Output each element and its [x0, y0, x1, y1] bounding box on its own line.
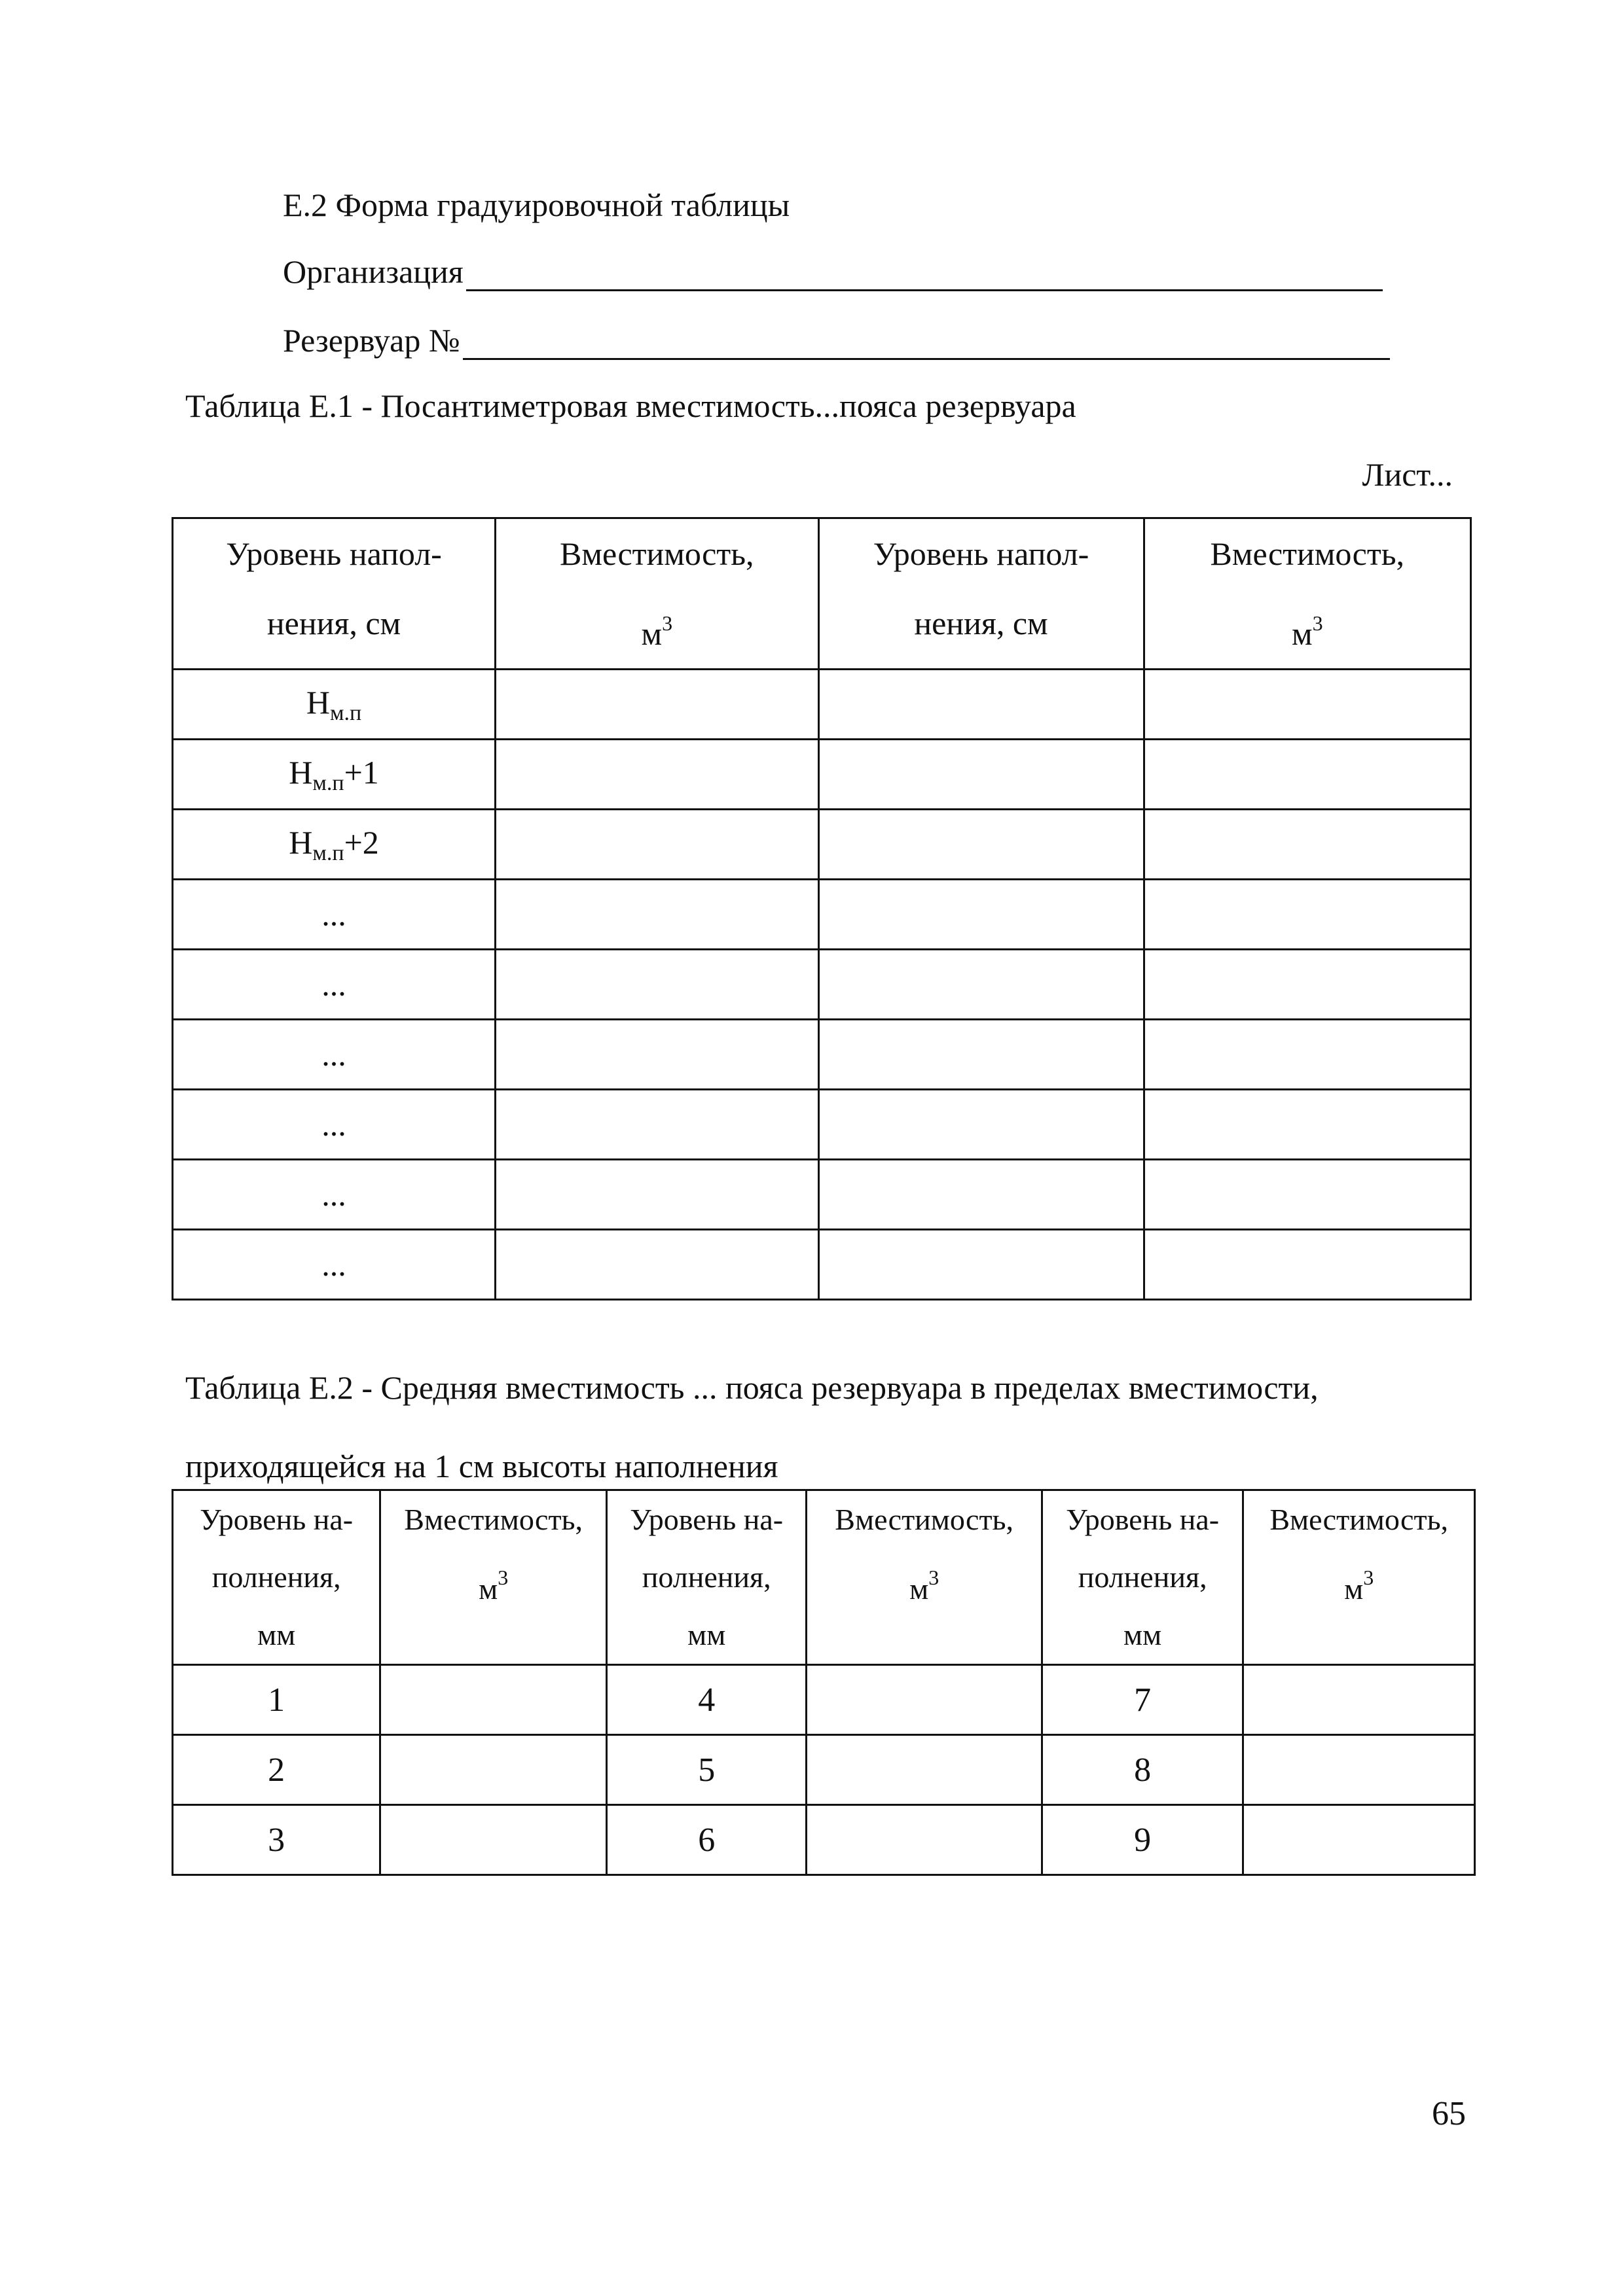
table1-row — [173, 1160, 1471, 1230]
header-level-line2: нения, см — [914, 605, 1048, 641]
level-base: ... — [321, 1106, 346, 1143]
table1-empty-cell — [1144, 810, 1470, 880]
header-level-line1: Уровень на- — [1066, 1503, 1220, 1536]
table1-level-cell — [173, 1090, 496, 1160]
table1-empty-cell — [818, 740, 1144, 810]
sheet-label: Лист... — [1362, 456, 1453, 493]
table2-empty-cell — [807, 1735, 1042, 1805]
level-suffix: +1 — [344, 753, 379, 791]
table1-row — [173, 880, 1471, 950]
table1-level-cell — [173, 1160, 496, 1230]
table2-empty-cell — [807, 1805, 1042, 1875]
table1-row — [173, 670, 1471, 740]
table1-header-level — [173, 518, 496, 670]
header-capacity-unit: м — [479, 1572, 498, 1605]
table1-empty-cell — [818, 1020, 1144, 1090]
header-capacity-unit: м — [641, 615, 663, 652]
header-capacity-unit-exp: 3 — [1363, 1566, 1374, 1589]
table1-empty-cell — [818, 670, 1144, 740]
header-level-line1: Уровень на- — [200, 1503, 354, 1536]
header-capacity-unit-exp: 3 — [662, 611, 673, 635]
table1-header-level-2 — [818, 518, 1144, 670]
table1-empty-cell — [496, 670, 818, 740]
table2-row — [173, 1735, 1475, 1805]
table1-empty-cell — [1144, 880, 1470, 950]
header-level-line3: мм — [1123, 1618, 1162, 1651]
header-level-line3: мм — [257, 1618, 296, 1651]
table1-row — [173, 1020, 1471, 1090]
table2-empty-cell — [1243, 1665, 1475, 1735]
section-heading: Е.2 Форма градуировочной таблицы — [283, 187, 790, 223]
table1-caption: Таблица Е.1 - Посантиметровая вместимость...пояса резервуара — [185, 387, 1076, 424]
table1-level-cell — [173, 670, 496, 740]
table2-level-cell: 2 — [173, 1735, 380, 1805]
table1-empty-cell — [496, 810, 818, 880]
table2-header-level — [1042, 1490, 1243, 1665]
table1-header-row — [173, 518, 1471, 670]
level-base: ... — [321, 1036, 346, 1073]
table1-level-cell — [173, 1020, 496, 1090]
reservoir-label: Резервуар № — [283, 322, 460, 359]
organization-field — [283, 252, 1383, 291]
table1-empty-cell — [496, 950, 818, 1020]
table2-level-cell: 5 — [606, 1735, 806, 1805]
header-capacity-unit: м — [909, 1572, 929, 1605]
table1-level-cell — [173, 740, 496, 810]
table2-header-level — [606, 1490, 806, 1665]
table1-empty-cell — [1144, 1090, 1470, 1160]
table2-empty-cell — [380, 1665, 607, 1735]
table1-level-cell — [173, 1230, 496, 1300]
table1-calibration — [172, 517, 1472, 1300]
table1-empty-cell — [496, 1160, 818, 1230]
table1-row — [173, 810, 1471, 880]
level-base: Н — [306, 683, 330, 721]
table2-row — [173, 1805, 1475, 1875]
organization-label: Организация — [283, 253, 464, 290]
table2-level-cell: 1 — [173, 1665, 380, 1735]
level-base: Н — [289, 823, 313, 861]
header-level-line2: полнения, — [1078, 1560, 1207, 1594]
organization-blank-line — [466, 259, 1383, 291]
table1-empty-cell — [1144, 1160, 1470, 1230]
table2-header-row — [173, 1490, 1475, 1665]
reservoir-field — [283, 321, 1390, 360]
header-level-line2: нения, см — [266, 605, 401, 641]
level-base: ... — [321, 896, 346, 933]
table1-empty-cell — [818, 1160, 1144, 1230]
table1-empty-cell — [1144, 740, 1470, 810]
level-subscript: м.п — [312, 770, 344, 795]
table2-empty-cell — [380, 1735, 607, 1805]
level-subscript: м.п — [329, 700, 362, 725]
table1-empty-cell — [1144, 1020, 1470, 1090]
table2-header-capacity — [807, 1490, 1042, 1665]
header-capacity-line1: Вместимость, — [560, 535, 754, 572]
table1-level-cell — [173, 880, 496, 950]
table1-empty-cell — [496, 1090, 818, 1160]
header-capacity-unit-exp: 3 — [498, 1566, 509, 1589]
table1-level-cell — [173, 950, 496, 1020]
table2-level-cell: 8 — [1042, 1735, 1243, 1805]
table1-header-capacity-2 — [1144, 518, 1470, 670]
table2-level-cell: 3 — [173, 1805, 380, 1875]
table1-empty-cell — [496, 1230, 818, 1300]
table1-empty-cell — [818, 880, 1144, 950]
header-capacity-unit-exp: 3 — [1312, 611, 1323, 635]
header-capacity-line1: Вместимость, — [1210, 535, 1405, 572]
table2-caption: Таблица Е.2 - Средняя вместимость ... пояса резервуара в пределах вместимости, приходящейся на 1 см высоты наполнения — [185, 1369, 1319, 1484]
table2-empty-cell — [807, 1665, 1042, 1735]
table1-empty-cell — [1144, 670, 1470, 740]
table2-level-cell: 4 — [606, 1665, 806, 1735]
table2-empty-cell — [1243, 1735, 1475, 1805]
table2-header-capacity — [380, 1490, 607, 1665]
header-level-line1: Уровень на- — [630, 1503, 784, 1536]
page-number: 65 — [1432, 2095, 1466, 2132]
table1-empty-cell — [1144, 1230, 1470, 1300]
header-capacity-line1: Вместимость, — [404, 1503, 583, 1536]
level-subscript: м.п — [312, 840, 344, 865]
table1-row — [173, 950, 1471, 1020]
table1-row — [173, 740, 1471, 810]
table1-empty-cell — [496, 880, 818, 950]
table2-header-level — [173, 1490, 380, 1665]
level-suffix: +2 — [344, 823, 379, 861]
header-capacity-line1: Вместимость, — [835, 1503, 1014, 1536]
table2-average-capacity — [172, 1489, 1476, 1876]
header-capacity-line1: Вместимость, — [1269, 1503, 1449, 1536]
header-level-line2: полнения, — [642, 1560, 771, 1594]
table1-empty-cell — [818, 1230, 1144, 1300]
table2-level-cell: 7 — [1042, 1665, 1243, 1735]
table1-empty-cell — [818, 1090, 1144, 1160]
header-level-line1: Уровень напол- — [873, 535, 1089, 572]
level-base: ... — [321, 1246, 346, 1283]
table2-empty-cell — [380, 1805, 607, 1875]
header-capacity-unit: м — [1291, 615, 1313, 652]
table1-header-capacity — [496, 518, 818, 670]
header-capacity-unit-exp: 3 — [928, 1566, 939, 1589]
table1-empty-cell — [818, 810, 1144, 880]
table1-row — [173, 1090, 1471, 1160]
header-level-line3: мм — [687, 1618, 726, 1651]
header-level-line2: полнения, — [211, 1560, 341, 1594]
header-level-line1: Уровень напол- — [226, 535, 442, 572]
table2-header-capacity — [1243, 1490, 1475, 1665]
table1-empty-cell — [818, 950, 1144, 1020]
table1-row — [173, 1230, 1471, 1300]
table1-level-cell — [173, 810, 496, 880]
table1-empty-cell — [496, 1020, 818, 1090]
table2-level-cell: 9 — [1042, 1805, 1243, 1875]
table2-level-cell: 6 — [606, 1805, 806, 1875]
table2-empty-cell — [1243, 1805, 1475, 1875]
level-base: Н — [289, 753, 313, 791]
header-capacity-unit: м — [1344, 1572, 1364, 1605]
table1-empty-cell — [1144, 950, 1470, 1020]
table1-empty-cell — [496, 740, 818, 810]
level-base: ... — [321, 966, 346, 1003]
table2-row — [173, 1665, 1475, 1735]
reservoir-blank-line — [463, 328, 1390, 360]
level-base: ... — [321, 1176, 346, 1213]
